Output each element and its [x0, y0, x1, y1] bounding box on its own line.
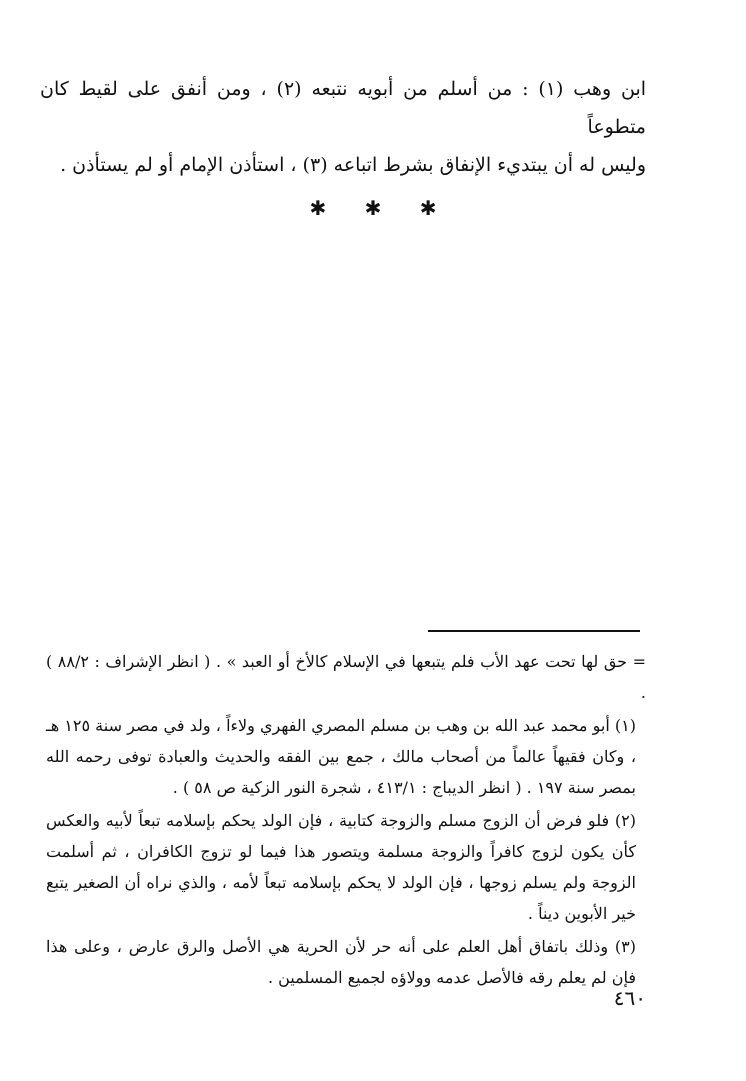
page-number: ٤٦٠ [613, 986, 646, 1010]
asterisk-icon: ✱ [309, 196, 327, 220]
footnote-2: (٢) فلو فرض أن الزوج مسلم والزوجة كتابية ، فإن الولد يحكم بإسلامه تبعاً لأبيه والعكس كأن يكون لزوج كافراً والزوجة مسلمة ويتصور هذا فيما لو تزوج الكافران ، ثم أسلمت الزوجة ولم يسلم زوجها ، فإن الولد لا يحكم بإسلامه تبعاً لأمه ، والذي نراه أن الصغير يتبع خير الأبوين ديناً . [46, 811, 637, 923]
footnote-3: (٣) وذلك باتفاق أهل العلم على أنه حر لأن الحرية هي الأصل والرق عارض ، وعلى هذا فإن لم يعلم رقه فالأصل عدمه وولاؤه لجميع المسلمين . [46, 937, 636, 987]
footnote-1: (١) أبو محمد عبد الله بن وهب بن مسلم المصري الفهري ولاءاً ، ولد في مصر سنة ١٢٥ هـ ، وكان فقيهاً عالماً من أصحاب مالك ، جمع بين الفقه والحديث والعبادة توفى رحمه الله بمصر سنة ١٩٧ . ( انظر الديباج : ٤١٣/١ ، شجرة النور الزكية ص ٥٨ ) . [46, 716, 636, 797]
main-text-line-1: ابن وهب (١) : من أسلم من أبويه نتبعه (٢) ، ومن أنفق على لقيط كان متطوعاً [40, 78, 647, 138]
main-text-line-2: وليس له أن يبتديء الإنفاق بشرط اتباعه (٣) ، استأذن الإمام أو لم يستأذن . [60, 154, 646, 176]
asterisk-icon: ✱ [419, 196, 437, 220]
asterisk-icon: ✱ [364, 196, 382, 220]
main-text [40, 70, 646, 184]
section-separator [0, 196, 746, 220]
footnotes [46, 646, 646, 995]
footnote-divider [428, 630, 640, 632]
footnote-continuation: = حق لها تحت عهد الأب فلم يتبعها في الإسلام كالأخ أو العبد » . ( انظر الإشراف : ٨٨/٢ ) . [46, 652, 646, 702]
